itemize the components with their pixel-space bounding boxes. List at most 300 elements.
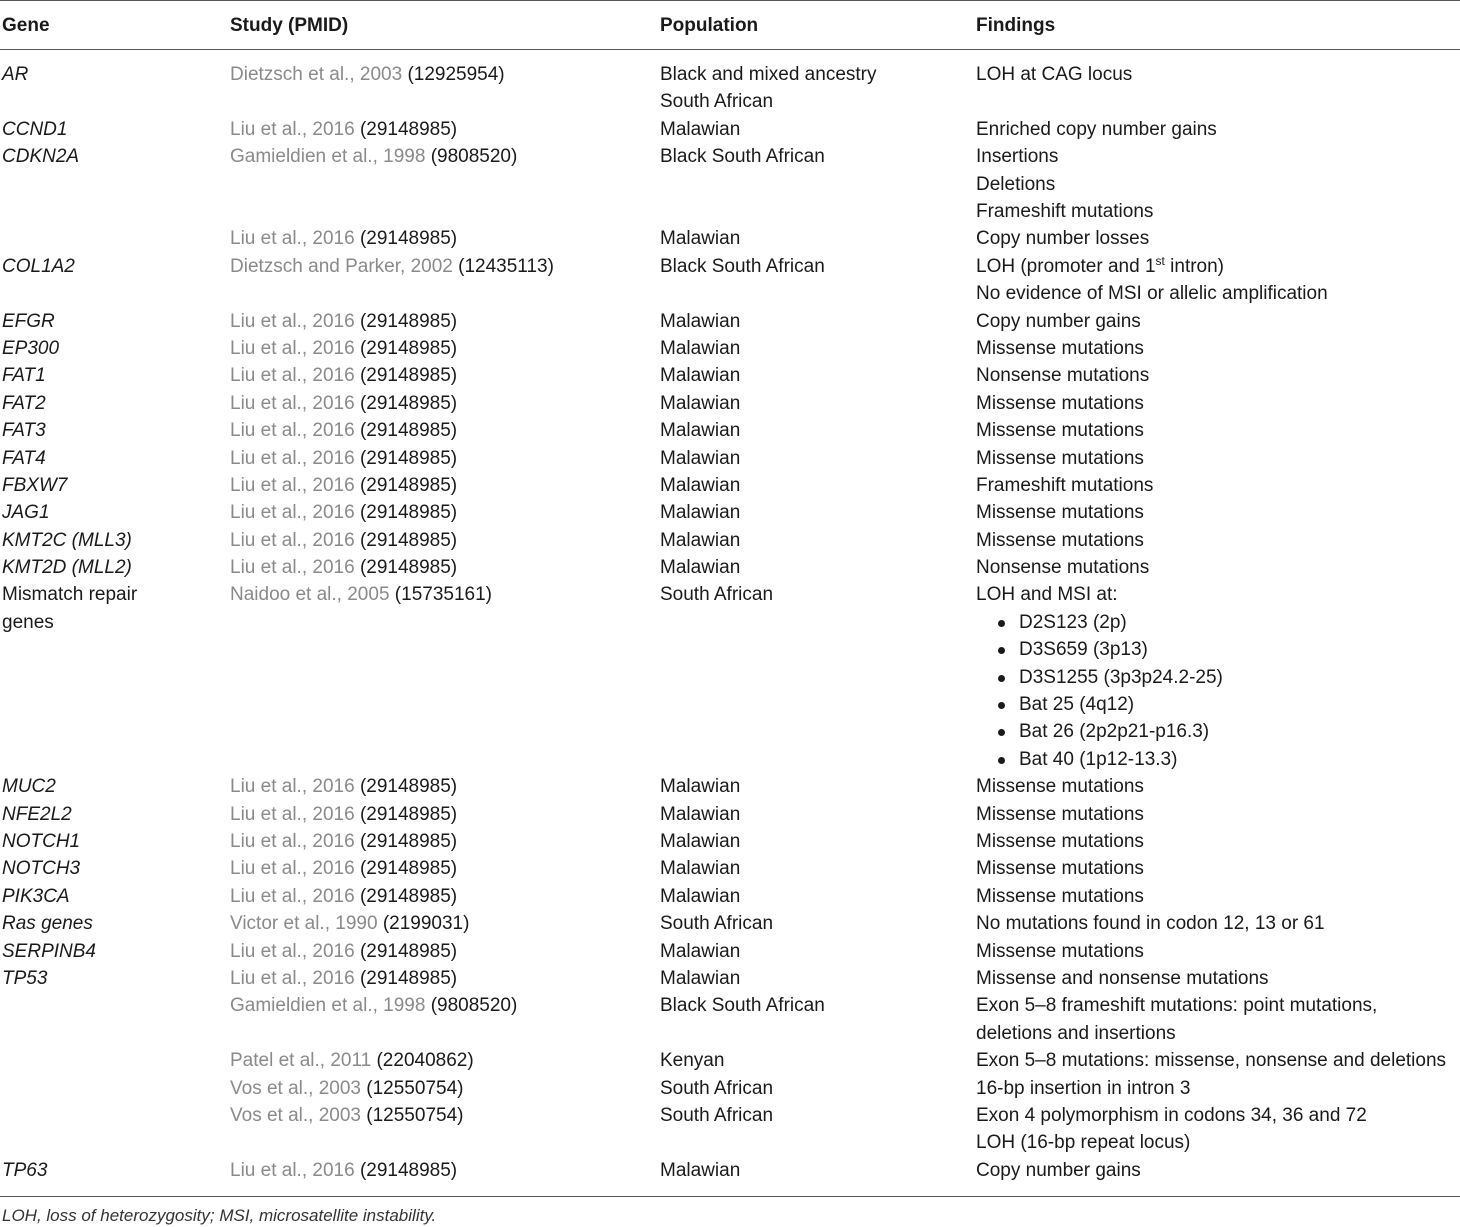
findings-cell — [976, 828, 1144, 855]
table-row — [0, 362, 1460, 389]
population-text: Black South African — [660, 995, 825, 1017]
findings-text: Exon 5–8 mutations: missense, nonsense and deletions — [976, 1050, 1447, 1072]
table-row — [0, 116, 1460, 143]
study-cell — [230, 362, 457, 389]
study-pmid: (29148985) — [359, 392, 458, 414]
population-text: Malawian — [660, 885, 741, 907]
findings-bullet-item: Bat 25 (4q12) — [976, 691, 1223, 718]
gene-text: COL1A2 — [2, 255, 75, 277]
findings-text: LOH and MSI at: — [976, 584, 1118, 606]
study-pmid: (29148985) — [359, 474, 458, 496]
study-pmid: (29148985) — [359, 529, 458, 551]
study-cell — [230, 965, 457, 992]
findings-text: Copy number losses — [976, 228, 1150, 250]
findings-cell — [976, 253, 1328, 308]
population-cell — [660, 253, 825, 280]
study-cell — [230, 527, 457, 554]
gene-cell — [2, 417, 46, 444]
findings-cell — [976, 1157, 1141, 1184]
table-row — [0, 910, 1460, 937]
findings-text: LOH (16-bp repeat locus) — [976, 1132, 1191, 1154]
gene-text: FAT2 — [2, 392, 46, 414]
study-cell — [230, 61, 505, 88]
gene-text: genes — [2, 611, 54, 633]
study-pmid: (29148985) — [359, 365, 458, 387]
study-reference-link[interactable]: Gamieldien et al., 1998 — [230, 146, 426, 168]
population-text: Kenyan — [660, 1050, 725, 1072]
study-reference-link[interactable]: Liu et al., 2016 — [230, 447, 355, 469]
study-reference-link[interactable]: Liu et al., 2016 — [230, 557, 355, 579]
table-row — [0, 855, 1460, 882]
gene-text: KMT2C (MLL3) — [2, 529, 132, 551]
gene-text: Mismatch repair — [2, 584, 138, 606]
gene-text: EP300 — [2, 337, 60, 359]
findings-text: deletions and insertions — [976, 1022, 1176, 1044]
study-reference-link[interactable]: Dietzsch and Parker, 2002 — [230, 255, 453, 277]
study-pmid: (29148985) — [359, 420, 458, 442]
study-pmid: (29148985) — [359, 776, 458, 798]
study-pmid: (2199031) — [382, 913, 470, 935]
table-row — [0, 61, 1460, 116]
table-row — [0, 335, 1460, 362]
findings-cell — [976, 417, 1144, 444]
population-text: Black South African — [660, 146, 825, 168]
table-row — [0, 499, 1460, 526]
findings-cell — [976, 499, 1144, 526]
findings-cell — [976, 581, 1223, 773]
study-reference-link[interactable]: Victor et al., 1990 — [230, 913, 378, 935]
study-reference-link[interactable]: Liu et al., 2016 — [230, 310, 355, 332]
population-cell — [660, 855, 740, 882]
findings-cell — [976, 1102, 1367, 1157]
findings-text: Frameshift mutations — [976, 474, 1154, 496]
study-reference-link[interactable]: Liu et al., 2016 — [230, 776, 355, 798]
table-row — [0, 938, 1460, 965]
population-text: Malawian — [660, 392, 741, 414]
study-cell — [230, 828, 457, 855]
study-pmid: (29148985) — [359, 447, 458, 469]
study-cell — [230, 253, 554, 280]
population-text: Malawian — [660, 118, 741, 140]
population-cell — [660, 801, 740, 828]
table-row — [0, 1075, 1460, 1102]
population-text: Malawian — [660, 858, 741, 880]
findings-bullet-item: Bat 40 (1p12-13.3) — [976, 746, 1223, 773]
study-cell — [230, 1075, 463, 1102]
header-gene: Gene — [2, 15, 50, 36]
population-text: Malawian — [660, 557, 741, 579]
study-pmid: (12550754) — [366, 1104, 464, 1126]
population-text: Malawian — [660, 337, 741, 359]
study-reference-link[interactable]: Liu et al., 2016 — [230, 228, 355, 250]
study-pmid: (29148985) — [359, 1159, 458, 1181]
table-row — [0, 1047, 1460, 1074]
population-cell — [660, 143, 825, 170]
population-text: Malawian — [660, 968, 741, 989]
study-pmid: (12435113) — [458, 255, 554, 277]
study-reference-link[interactable]: Patel et al., 2011 — [230, 1050, 372, 1072]
table-row — [0, 225, 1460, 252]
study-reference-link[interactable]: Liu et al., 2016 — [230, 940, 355, 962]
header-population: Population — [660, 15, 759, 36]
study-pmid: (29148985) — [359, 968, 458, 989]
population-cell — [660, 362, 740, 389]
study-pmid: (9808520) — [430, 995, 518, 1017]
study-reference-link[interactable]: Liu et al., 2016 — [230, 803, 355, 825]
study-reference-link[interactable]: Liu et al., 2016 — [230, 118, 355, 140]
study-reference-link[interactable]: Liu et al., 2016 — [230, 1159, 355, 1181]
population-cell — [660, 61, 877, 116]
population-cell — [660, 828, 740, 855]
study-pmid: (29148985) — [359, 940, 458, 962]
study-pmid: (12550754) — [366, 1077, 464, 1099]
findings-cell — [976, 883, 1144, 910]
findings-text: Missense mutations — [976, 776, 1144, 798]
header-rule — [0, 49, 1460, 50]
population-cell — [660, 225, 740, 252]
gene-cell — [2, 855, 80, 882]
study-pmid: (12925954) — [407, 64, 505, 85]
findings-cell — [976, 965, 1269, 992]
table-row — [0, 527, 1460, 554]
study-cell — [230, 581, 492, 608]
study-cell — [230, 308, 457, 335]
findings-cell — [976, 390, 1144, 417]
table-row — [0, 417, 1460, 444]
study-pmid: (22040862) — [376, 1050, 474, 1072]
findings-text: Nonsense mutations — [976, 557, 1150, 579]
study-pmid: (29148985) — [359, 557, 458, 579]
study-reference-link[interactable]: Liu et al., 2016 — [230, 885, 355, 907]
study-reference-link[interactable]: Naidoo et al., 2005 — [230, 584, 390, 606]
findings-text: Exon 4 polymorphism in codons 34, 36 and 72 — [976, 1104, 1367, 1126]
table-row — [0, 308, 1460, 335]
gene-text: MUC2 — [2, 776, 56, 798]
findings-cell — [976, 445, 1144, 472]
population-cell — [660, 1157, 740, 1184]
gene-cell — [2, 910, 93, 937]
findings-text: Missense mutations — [976, 447, 1144, 469]
study-pmid: (29148985) — [359, 118, 458, 140]
table-row — [0, 581, 1460, 773]
findings-text: Missense mutations — [976, 529, 1144, 551]
findings-text: Missense mutations — [976, 420, 1144, 442]
study-reference-link[interactable]: Liu et al., 2016 — [230, 337, 355, 359]
table-row — [0, 445, 1460, 472]
gene-cell — [2, 445, 46, 472]
population-text: Malawian — [660, 310, 741, 332]
gene-text: SERPINB4 — [2, 940, 96, 962]
study-pmid: (29148985) — [359, 337, 458, 359]
study-cell — [230, 938, 457, 965]
study-cell — [230, 883, 457, 910]
findings-text: Missense mutations — [976, 940, 1144, 962]
table-row — [0, 801, 1460, 828]
gene-cell — [2, 499, 50, 526]
gene-cell — [2, 362, 46, 389]
gene-text: TP63 — [2, 1159, 48, 1181]
table-body — [0, 61, 1460, 1184]
study-reference-link[interactable]: Liu et al., 2016 — [230, 858, 355, 880]
study-cell — [230, 554, 457, 581]
study-reference-link[interactable]: Liu et al., 2016 — [230, 529, 355, 551]
study-pmid: (29148985) — [359, 885, 458, 907]
study-cell — [230, 1102, 463, 1129]
gene-text: NFE2L2 — [2, 803, 72, 825]
study-cell — [230, 1157, 457, 1184]
population-cell — [660, 527, 740, 554]
gene-text: CDKN2A — [2, 146, 80, 168]
gene-cell — [2, 527, 132, 554]
gene-text: KMT2D (MLL2) — [2, 557, 132, 579]
study-cell — [230, 225, 457, 252]
gene-cell — [2, 390, 46, 417]
table-row — [0, 828, 1460, 855]
findings-text: Frameshift mutations — [976, 200, 1154, 222]
findings-text: Nonsense mutations — [976, 365, 1150, 387]
findings-bullet-item: D2S123 (2p) — [976, 609, 1223, 636]
population-text: Malawian — [660, 529, 741, 551]
study-reference-link[interactable]: Gamieldien et al., 1998 — [230, 995, 426, 1017]
population-cell — [660, 910, 773, 937]
population-cell — [660, 581, 773, 608]
findings-cell — [976, 472, 1153, 499]
table-row — [0, 253, 1460, 308]
population-text: Malawian — [660, 502, 741, 524]
study-cell — [230, 445, 457, 472]
gene-cell — [2, 116, 67, 143]
findings-text: Missense mutations — [976, 392, 1144, 414]
findings-cell — [976, 992, 1377, 1047]
gene-cell — [2, 828, 80, 855]
gene-cell — [2, 61, 28, 88]
gene-cell — [2, 965, 47, 992]
study-pmid: (29148985) — [359, 803, 458, 825]
findings-cell — [976, 143, 1153, 225]
population-cell — [660, 1102, 773, 1129]
population-text: South African — [660, 584, 774, 606]
population-text: Malawian — [660, 803, 741, 825]
gene-text: NOTCH1 — [2, 831, 81, 853]
study-reference-link[interactable]: Liu et al., 2016 — [230, 365, 355, 387]
study-reference-link[interactable]: Vos et al., 2003 — [230, 1077, 361, 1099]
gene-text: TP53 — [2, 968, 48, 989]
findings-cell — [976, 910, 1325, 937]
population-cell — [660, 417, 740, 444]
gene-text: AR — [2, 64, 29, 85]
findings-text: Copy number gains — [976, 1159, 1141, 1181]
findings-text: Missense mutations — [976, 858, 1144, 880]
findings-cell — [976, 1075, 1190, 1102]
population-cell — [660, 1047, 724, 1074]
findings-cell — [976, 61, 1132, 88]
study-reference-link[interactable]: Liu et al., 2016 — [230, 420, 355, 442]
study-cell — [230, 472, 457, 499]
findings-bullet-item: D3S659 (3p13) — [976, 636, 1223, 663]
table-row — [0, 554, 1460, 581]
study-cell — [230, 910, 469, 937]
gene-cell — [2, 938, 96, 965]
study-reference-link[interactable]: Liu et al., 2016 — [230, 831, 355, 853]
findings-text: Missense mutations — [976, 885, 1144, 907]
population-cell — [660, 938, 740, 965]
gene-text: FAT4 — [2, 447, 46, 469]
study-cell — [230, 1047, 474, 1074]
findings-text: LOH at CAG locus — [976, 64, 1133, 85]
population-text: Malawian — [660, 1159, 741, 1181]
table-row — [0, 773, 1460, 800]
population-cell — [660, 472, 740, 499]
findings-text: Missense mutations — [976, 831, 1144, 853]
table-footnote: LOH, loss of heterozygosity; MSI, microsatellite instability. — [2, 1206, 437, 1225]
findings-text: Copy number gains — [976, 310, 1141, 332]
study-cell — [230, 417, 457, 444]
findings-text: Missense mutations — [976, 803, 1144, 825]
study-reference-link[interactable]: Liu et al., 2016 — [230, 502, 355, 524]
gene-cell — [2, 308, 55, 335]
population-text: Malawian — [660, 228, 741, 250]
study-reference-link[interactable]: Dietzsch et al., 2003 — [230, 64, 403, 85]
study-reference-link[interactable]: Liu et al., 2016 — [230, 392, 355, 414]
population-text: Malawian — [660, 447, 741, 469]
population-cell — [660, 883, 740, 910]
gene-text: NOTCH3 — [2, 858, 81, 880]
population-text: South African — [660, 1077, 774, 1099]
findings-text: Missense and nonsense mutations — [976, 968, 1269, 989]
gene-text: Ras genes — [2, 913, 93, 935]
population-text: Malawian — [660, 940, 741, 962]
findings-cell — [976, 1047, 1446, 1074]
study-pmid: (9808520) — [430, 146, 518, 168]
findings-cell — [976, 938, 1144, 965]
table-row — [0, 1157, 1460, 1184]
findings-cell — [976, 773, 1144, 800]
findings-bullet-item: D3S1255 (3p3p24.2-25) — [976, 664, 1223, 691]
population-cell — [660, 308, 740, 335]
table-row — [0, 965, 1460, 992]
population-text: South African — [660, 1104, 774, 1126]
population-text: Malawian — [660, 365, 741, 387]
study-pmid: (15735161) — [394, 584, 492, 606]
population-text: Malawian — [660, 776, 741, 798]
population-cell — [660, 445, 740, 472]
gene-cell — [2, 773, 56, 800]
gene-text: FBXW7 — [2, 474, 68, 496]
table-row — [0, 992, 1460, 1047]
findings-cell — [976, 801, 1144, 828]
table-row — [0, 883, 1460, 910]
study-cell — [230, 992, 517, 1019]
population-text: Malawian — [660, 474, 741, 496]
study-cell — [230, 116, 457, 143]
population-cell — [660, 390, 740, 417]
population-cell — [660, 499, 740, 526]
gene-cell — [2, 472, 67, 499]
header-findings: Findings — [976, 15, 1056, 36]
study-pmid: (29148985) — [359, 502, 458, 524]
gene-text: CCND1 — [2, 118, 68, 140]
study-pmid: (29148985) — [359, 858, 458, 880]
findings-text: 16-bp insertion in intron 3 — [976, 1077, 1191, 1099]
findings-cell — [976, 527, 1144, 554]
bottom-rule — [0, 1196, 1460, 1197]
study-cell — [230, 390, 457, 417]
header-study: Study (PMID) — [230, 15, 349, 36]
findings-text: No evidence of MSI or allelic amplification — [976, 283, 1328, 305]
study-cell — [230, 143, 517, 170]
population-text: Black South African — [660, 255, 825, 277]
findings-text: Insertions — [976, 146, 1059, 168]
findings-cell — [976, 308, 1141, 335]
gene-cell — [2, 554, 132, 581]
study-reference-link[interactable]: Liu et al., 2016 — [230, 968, 355, 989]
gene-text: EFGR — [2, 310, 55, 332]
study-pmid: (29148985) — [359, 831, 458, 853]
population-cell — [660, 554, 740, 581]
findings-text: Deletions — [976, 173, 1056, 195]
population-text: Black and mixed ancestry — [660, 64, 877, 85]
gene-cell — [2, 1157, 47, 1184]
table-row — [0, 1102, 1460, 1157]
findings-text: Missense mutations — [976, 502, 1144, 524]
population-cell — [660, 965, 740, 992]
findings-text: No mutations found in codon 12, 13 or 61 — [976, 913, 1325, 935]
gene-cell — [2, 335, 59, 362]
table-row — [0, 472, 1460, 499]
gene-cell — [2, 581, 137, 636]
gene-cell — [2, 143, 79, 170]
gene-cell — [2, 883, 70, 910]
findings-text: Exon 5–8 frameshift mutations: point mutations, — [976, 995, 1378, 1017]
findings-bullet-item: Bat 26 (2p2p21-p16.3) — [976, 718, 1223, 745]
findings-text: LOH (promoter and 1st intron) — [976, 253, 1225, 277]
study-reference-link[interactable]: Liu et al., 2016 — [230, 474, 355, 496]
table-row — [0, 390, 1460, 417]
gene-text: FAT3 — [2, 420, 46, 442]
study-pmid: (29148985) — [359, 228, 458, 250]
table-header — [0, 0, 1460, 49]
population-cell — [660, 116, 740, 143]
findings-cell — [976, 855, 1144, 882]
findings-cell — [976, 362, 1149, 389]
findings-cell — [976, 116, 1217, 143]
population-text: Malawian — [660, 831, 741, 853]
gene-text: JAG1 — [2, 502, 50, 524]
findings-cell — [976, 554, 1149, 581]
gene-cell — [2, 801, 72, 828]
superscript: st — [1155, 253, 1165, 268]
gene-text: FAT1 — [2, 365, 46, 387]
study-cell — [230, 855, 457, 882]
population-text: South African — [660, 913, 774, 935]
table-row — [0, 143, 1460, 225]
findings-cell — [976, 335, 1144, 362]
study-cell — [230, 801, 457, 828]
findings-cell — [976, 225, 1149, 252]
population-cell — [660, 335, 740, 362]
findings-text: Missense mutations — [976, 337, 1144, 359]
population-text: Malawian — [660, 420, 741, 442]
study-reference-link[interactable]: Vos et al., 2003 — [230, 1104, 361, 1126]
study-cell — [230, 773, 457, 800]
population-cell — [660, 992, 825, 1019]
study-pmid: (29148985) — [359, 310, 458, 332]
gene-text: PIK3CA — [2, 885, 70, 907]
gene-cell — [2, 253, 75, 280]
population-text: South African — [660, 91, 774, 113]
study-cell — [230, 335, 457, 362]
population-cell — [660, 773, 740, 800]
